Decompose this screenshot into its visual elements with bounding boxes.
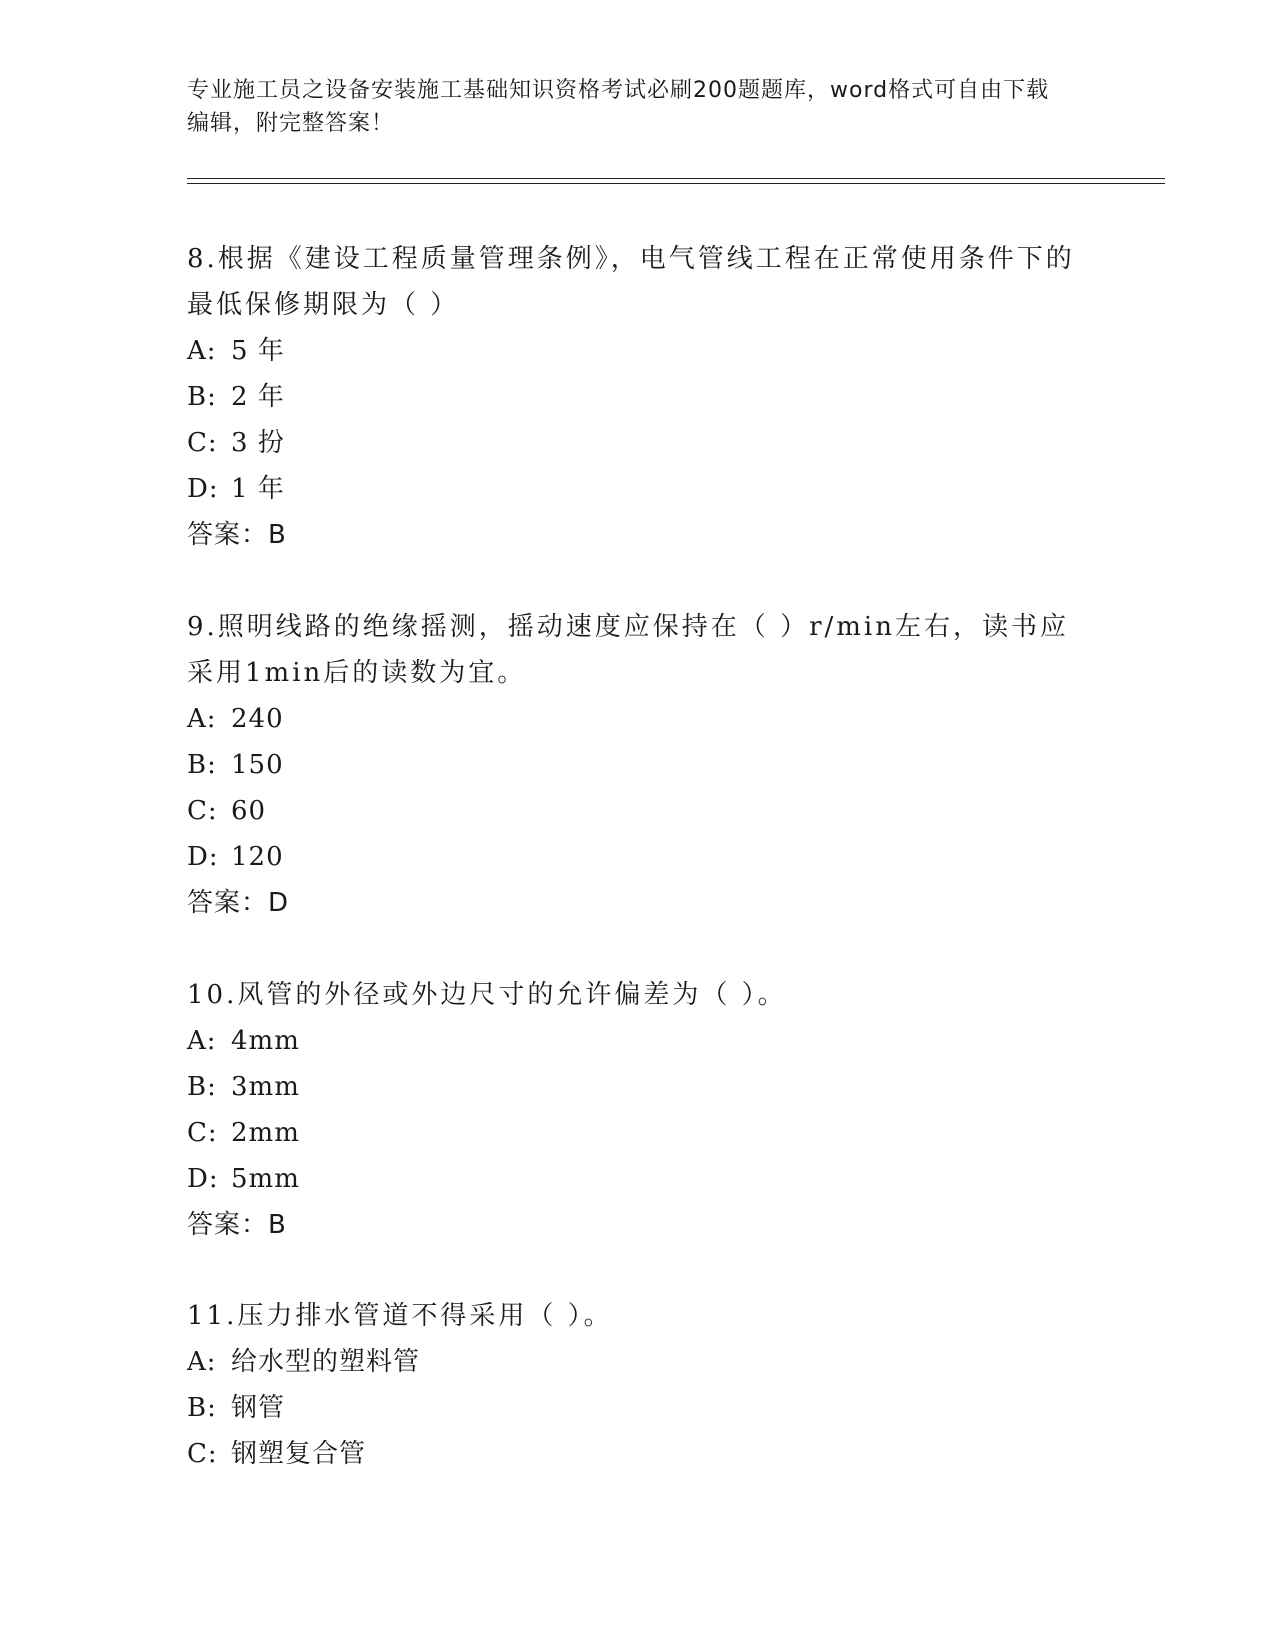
document-header: 专业施工员之设备安装施工基础知识资格考试必刷200题题库，word格式可自由下载编辑，附完整答案！ [187,78,1050,136]
option-a [187,328,1087,374]
option-c [187,420,1087,466]
option-letter: D: [187,842,219,872]
question-9 [187,604,1087,926]
option-d [187,1156,1087,1202]
option-letter: B: [187,382,217,412]
option-letter: C: [187,428,218,458]
option-a [187,1018,1087,1064]
option-letter: C: [187,1118,218,1148]
option-value: 2 年 [231,382,285,412]
option-letter: D: [187,1164,219,1194]
option-value: 1 年 [231,474,285,504]
option-value: 2mm [231,1118,300,1148]
header-divider-bottom [187,183,1165,184]
question-text: 10.风管的外径或外边尺寸的允许偏差为（ ）。 [187,980,787,1010]
option-value: 给水型的塑料管 [231,1347,421,1377]
question-10 [187,972,1087,1248]
option-value: 5mm [231,1164,300,1194]
option-b [187,742,1087,788]
answer: 答案：B [187,1210,287,1240]
option-b [187,1064,1087,1110]
option-c [187,1110,1087,1156]
option-b [187,374,1087,420]
option-letter: A: [187,1026,217,1056]
option-letter: D: [187,474,219,504]
option-value: 5 年 [231,336,285,366]
option-letter: B: [187,750,217,780]
question-8 [187,236,1087,558]
question-text: 8.根据《建设工程质量管理条例》，电气管线工程在正常使用条件下的最低保修期限为（ ） [187,244,1075,320]
header-divider-top [187,178,1165,179]
option-letter: C: [187,1439,218,1469]
option-letter: C: [187,796,218,826]
option-b [187,1385,1087,1431]
option-value: 150 [231,750,284,780]
option-letter: B: [187,1393,217,1423]
option-d [187,466,1087,512]
answer: 答案：D [187,888,290,918]
option-value: 4mm [231,1026,300,1056]
option-d [187,834,1087,880]
option-value: 3 扮 [231,428,285,458]
option-value: 240 [231,704,284,734]
option-letter: A: [187,704,217,734]
option-c [187,1431,1087,1477]
option-value: 3mm [231,1072,300,1102]
question-11 [187,1293,1087,1477]
option-value: 钢塑复合管 [231,1439,367,1469]
option-value: 60 [231,796,267,826]
option-letter: A: [187,1347,217,1377]
option-a [187,1339,1087,1385]
question-text: 11.压力排水管道不得采用（ ）。 [187,1301,613,1331]
option-a [187,696,1087,742]
option-letter: B: [187,1072,217,1102]
option-letter: A: [187,336,217,366]
option-value: 钢管 [231,1393,286,1423]
answer: 答案：B [187,520,287,550]
option-value: 120 [231,842,284,872]
option-c [187,788,1087,834]
question-text: 9.照明线路的绝缘摇测，摇动速度应保持在（ ）r/min左右，读书应采用1min后的读数为宜。 [187,612,1069,688]
